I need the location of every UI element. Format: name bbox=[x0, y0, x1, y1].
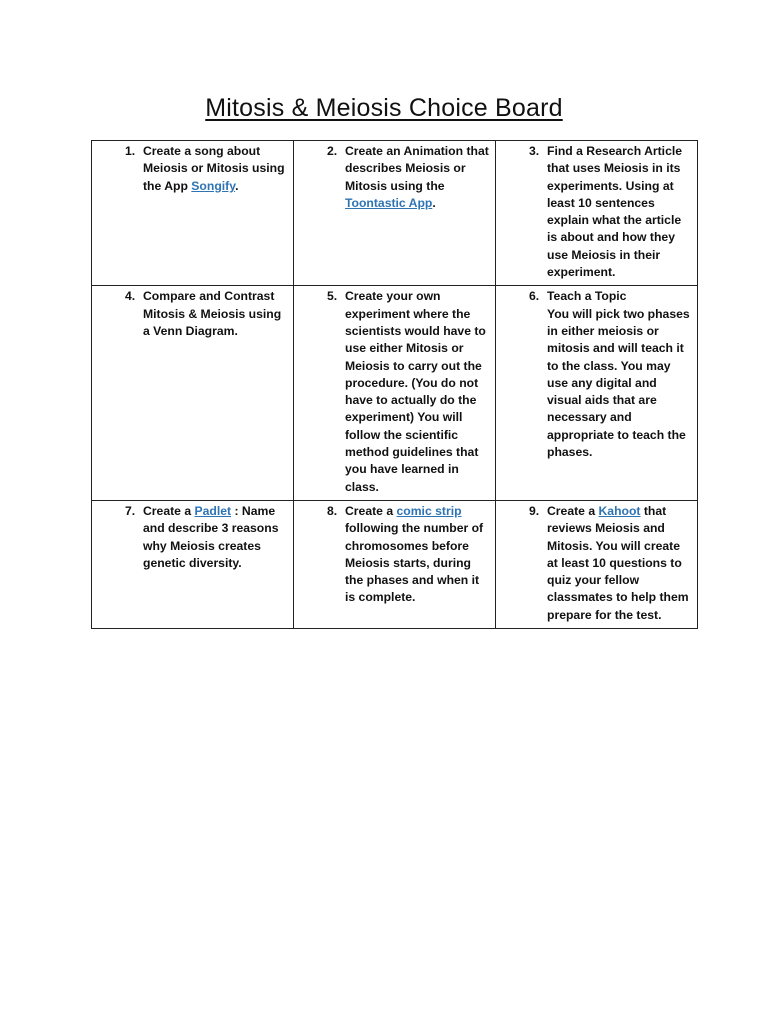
choice-cell-3 bbox=[496, 141, 698, 286]
item-number: 7. bbox=[125, 503, 136, 518]
choice-cell-2 bbox=[294, 141, 496, 286]
choice-cell-8 bbox=[294, 500, 496, 628]
item-number: 3. bbox=[529, 144, 540, 158]
item-text-end: : Name and describe 3 reasons why Meiosis creates genetic diversity. bbox=[143, 503, 279, 570]
item-number: 4. bbox=[125, 289, 136, 304]
toontastic-app-link[interactable]: Toontastic App bbox=[345, 195, 433, 210]
choice-cell-4 bbox=[92, 286, 294, 501]
item-text-end: . bbox=[432, 195, 436, 210]
item-heading: Teach a Topic bbox=[547, 289, 627, 304]
item-number: 6. bbox=[529, 289, 540, 304]
comic-strip-link[interactable]: comic strip bbox=[396, 503, 462, 518]
item-text: Create a song about Meiosis or Mitosis using the App bbox=[143, 144, 285, 193]
item-text-end: that reviews Meiosis and Mitosis. You will create at least 10 questions to quiz your fellow classmates to help them prepare for the test. bbox=[547, 503, 689, 622]
item-text: Create a bbox=[547, 503, 599, 518]
item-text: Create an Animation that describes Meiosis or Mitosis using the bbox=[345, 144, 489, 193]
item-number: 9. bbox=[529, 503, 540, 518]
choice-board-table bbox=[91, 140, 698, 629]
choice-cell-6 bbox=[496, 286, 698, 501]
songify-link[interactable]: Songify bbox=[191, 178, 236, 193]
page-title: Mitosis & Meiosis Choice Board bbox=[205, 94, 563, 122]
choice-cell-1 bbox=[92, 141, 294, 286]
choice-cell-7 bbox=[92, 500, 294, 628]
table-row bbox=[92, 286, 698, 501]
item-number: 8. bbox=[327, 503, 338, 518]
table-row bbox=[92, 141, 698, 286]
item-text: You will pick two phases in either meiosis or mitosis and will teach it to the class. You may use any digital and visual aids that are necessary and appropriate to teach the phases. bbox=[547, 306, 690, 460]
table-row bbox=[92, 500, 698, 628]
item-number: 5. bbox=[327, 289, 338, 304]
choice-cell-5 bbox=[294, 286, 496, 501]
item-text: Create a bbox=[345, 503, 397, 518]
item-text: Create a bbox=[143, 503, 195, 518]
padlet-link[interactable]: Padlet bbox=[194, 503, 232, 518]
choice-cell-9 bbox=[496, 500, 698, 628]
item-text: Create your own experiment where the scientists would have to use either Mitosis or Meiosis to carry out the procedure. (You do not have to actually do the experiment) You will follow the scientific method guidelines that you have learned in class. bbox=[345, 289, 486, 494]
item-text: Compare and Contrast Mitosis & Meiosis using a Venn Diagram. bbox=[143, 289, 282, 338]
item-number: 1. bbox=[125, 144, 136, 158]
item-text-end: . bbox=[235, 178, 239, 193]
item-number: 2. bbox=[327, 144, 338, 158]
item-text-end: following the number of chromosomes before Meiosis starts, during the phases and when it is complete. bbox=[345, 521, 484, 605]
kahoot-link[interactable]: Kahoot bbox=[598, 503, 641, 518]
item-text: Find a Research Article that uses Meiosis in its experiments. Using at least 10 sentences explain what the article is about and how they use Meiosis in their experiment. bbox=[547, 144, 683, 280]
